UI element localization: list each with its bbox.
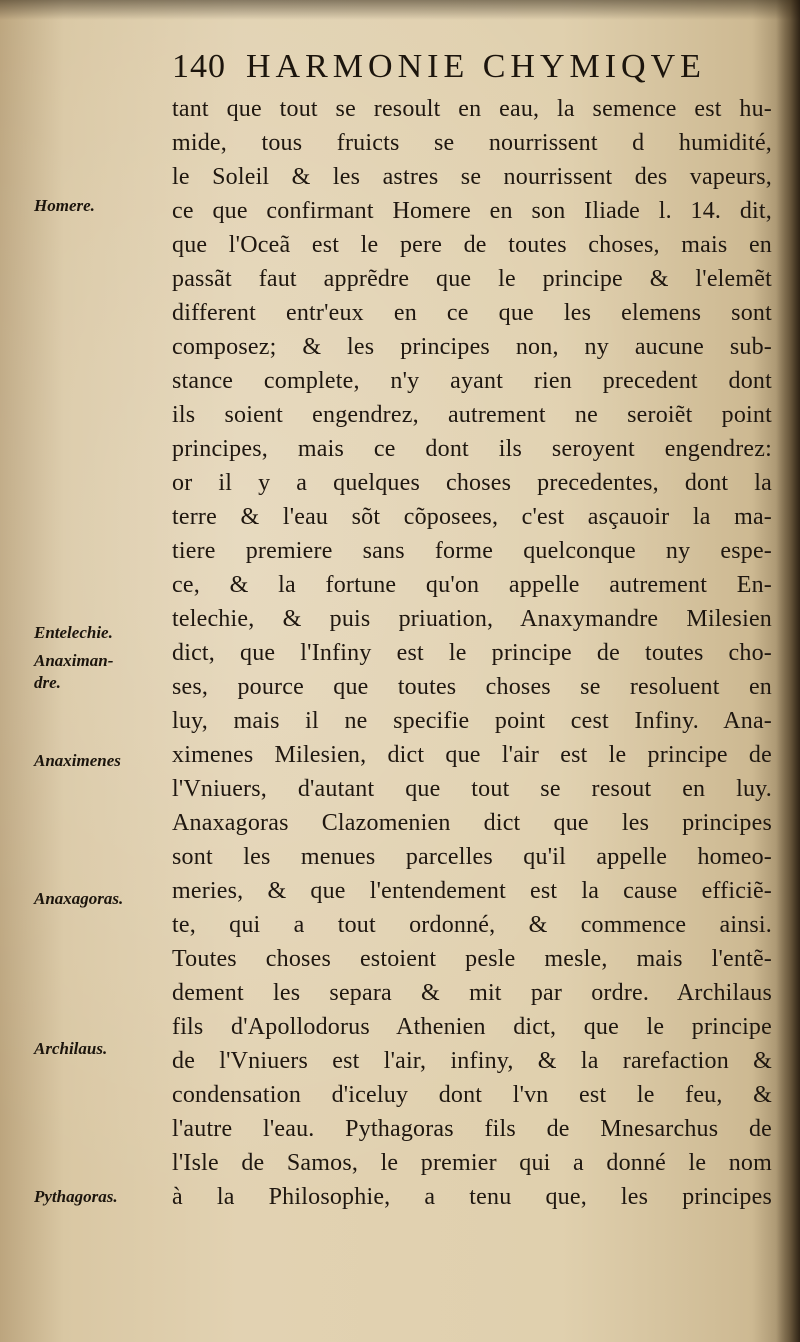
text-line: te, qui a tout ordonné, & commence ainsi. [172, 912, 772, 938]
text-line: sont les menues parcelles qu'il appelle homeo- [172, 844, 772, 870]
page-header [172, 48, 732, 94]
text-line: ils soient engendrez, autrement ne seroiẽt point [172, 402, 772, 428]
text-line: l'Vniuers, d'autant que tout se resout en luy. [172, 776, 772, 802]
text-line: different entr'eux en ce que les elemens sont [172, 300, 772, 326]
text-line: stance complete, n'y ayant rien precedent dont [172, 368, 772, 394]
margin-note-homere: Homere. [34, 196, 95, 215]
text-line: passãt faut apprẽdre que le principe & l'elemẽt [172, 266, 772, 292]
text-line: dement les separa & mit par ordre. Archilaus [172, 980, 772, 1006]
text-line: meries, & que l'entendement est la cause efficiẽ- [172, 878, 772, 904]
page-number: 140 [172, 48, 226, 85]
text-line: principes, mais ce dont ils seroyent engendrez: [172, 436, 772, 462]
text-line: or il y a quelques choses precedentes, dont la [172, 470, 772, 496]
text-line: ses, pource que toutes choses se resoluent en [172, 674, 772, 700]
margin-note-entelechie: Entelechie. [34, 623, 113, 642]
margin-note-anaximandre-line1: Anaximan- [34, 651, 114, 670]
text-line: composez; & les principes non, ny aucune sub- [172, 334, 772, 360]
margin-note-pythagoras: Pythagoras. [34, 1187, 118, 1206]
book-spine-shadow [776, 0, 800, 1342]
text-line: que l'Oceã est le pere de toutes choses, mais en [172, 232, 772, 258]
text-line: dict, que l'Infiny est le principe de toutes cho- [172, 640, 772, 666]
text-line: le Soleil & les astres se nourrissent des vapeurs, [172, 164, 772, 190]
margin-note-anaxagoras: Anaxagoras. [34, 889, 124, 908]
running-title: HARMONIE CHYMIQVE [246, 48, 706, 85]
text-line: l'Isle de Samos, le premier qui a donné le nom [172, 1150, 772, 1176]
margin-note-anaximenes: Anaximenes [34, 751, 121, 770]
margin-note-archilaus: Archilaus. [34, 1039, 108, 1058]
text-line: luy, mais il ne specifie point cest Infiny. Ana- [172, 708, 772, 734]
text-line: telechie, & puis priuation, Anaxymandre Milesien [172, 606, 772, 632]
text-line: ximenes Milesien, dict que l'air est le principe de [172, 742, 772, 768]
text-line: condensation d'iceluy dont l'vn est le feu, & [172, 1082, 772, 1108]
body-text [172, 92, 772, 1214]
text-line: de l'Vniuers est l'air, infiny, & la rarefaction & [172, 1048, 772, 1074]
text-line: tant que tout se resoult en eau, la semence est hu- [172, 96, 772, 122]
text-line: mide, tous fruicts se nourrissent d humidité, [172, 130, 772, 156]
text-line: ce, & la fortune qu'on appelle autrement En- [172, 572, 772, 598]
margin-notes [0, 0, 172, 1342]
text-line: fils d'Apollodorus Athenien dict, que le principe [172, 1014, 772, 1040]
text-line: à la Philosophie, a tenu que, les principes [172, 1184, 772, 1210]
text-line: Anaxagoras Clazomenien dict que les principes [172, 810, 772, 836]
text-line: terre & l'eau sõt cõposees, c'est asçauoir la ma- [172, 504, 772, 530]
text-line: ce que confirmant Homere en son Iliade l. 14. dit, [172, 198, 772, 224]
margin-note-anaximandre-line2: dre. [34, 673, 61, 692]
text-line: Toutes choses estoient pesle mesle, mais l'entẽ- [172, 946, 772, 972]
text-line: tiere premiere sans forme quelconque ny espe- [172, 538, 772, 564]
text-line: l'autre l'eau. Pythagoras fils de Mnesarchus de [172, 1116, 772, 1142]
